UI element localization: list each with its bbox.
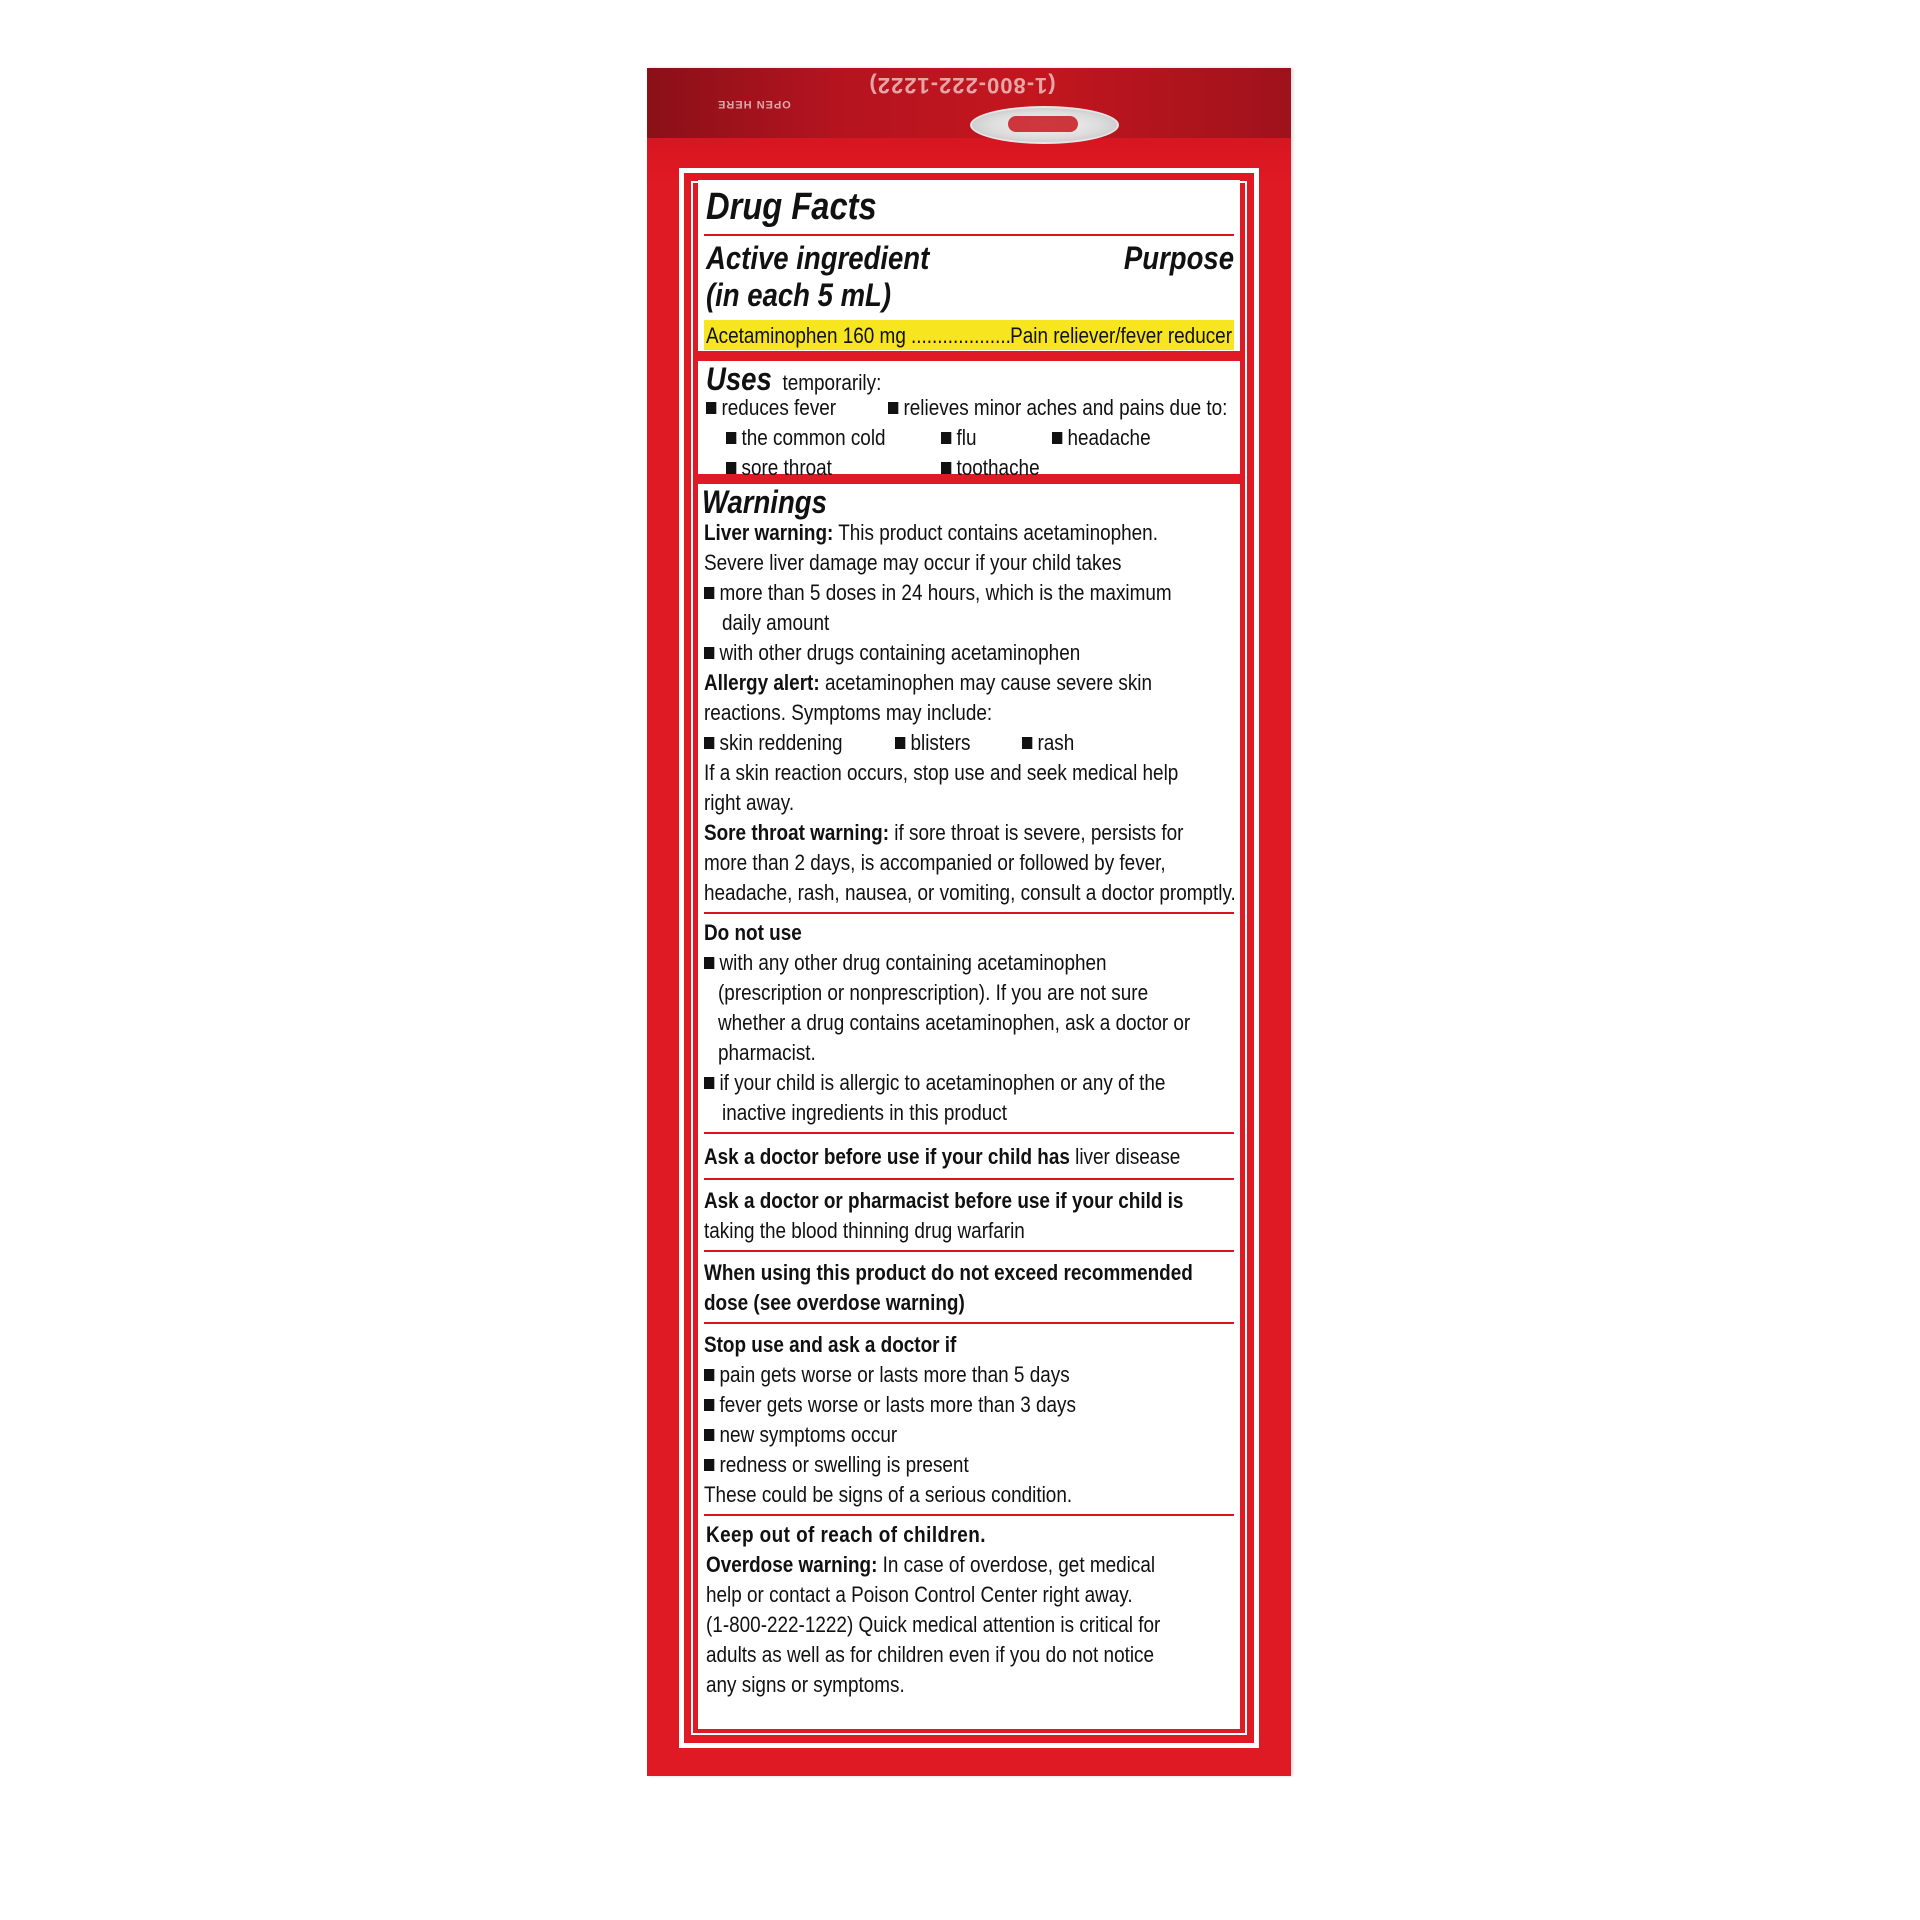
divider: [704, 1322, 1234, 1324]
active-ingredient-subheading: (in each 5 mL): [706, 277, 892, 313]
do-not-use-cont: (prescription or nonprescription). If you are not sure: [718, 980, 1149, 1005]
stop-use-after: These could be signs of a serious condition.: [704, 1482, 1073, 1507]
sore-throat-text: headache, rash, nausea, or vomiting, consult a doctor promptly.: [704, 880, 1236, 905]
allergy-after: If a skin reaction occurs, stop use and seek medical help: [704, 760, 1179, 785]
overdose-text: any signs or symptoms.: [706, 1672, 905, 1697]
use-subitem: sore throat: [726, 453, 832, 483]
overdose-text: (1-800-222-1222) Quick medical attention is critical for: [706, 1612, 1161, 1637]
purpose-heading: Purpose: [1123, 240, 1234, 276]
ingredient-name: Acetaminophen 160 mg: [706, 323, 906, 348]
use-subitem: toothache: [941, 453, 1040, 483]
allergy-item: blisters: [895, 728, 970, 758]
box-top-flap: [647, 68, 1291, 138]
overdose-line: Overdose warning: In case of overdose, get medical: [706, 1552, 1156, 1577]
liver-warning-text: Severe liver damage may occur if your child takes: [704, 550, 1122, 575]
divider: [704, 1178, 1234, 1180]
brand-logo-seal: [970, 106, 1119, 144]
ask-doctor-line: Ask a doctor before use if your child has liver disease: [704, 1144, 1181, 1169]
active-ingredient-heading: Active ingredient: [706, 240, 930, 276]
allergy-after: right away.: [704, 790, 795, 815]
drug-facts-title: Drug Facts: [706, 186, 877, 228]
keep-out-of-reach: Keep out of reach of children.: [706, 1522, 986, 1547]
when-using-text: When using this product do not exceed recommended: [704, 1260, 1193, 1285]
overdose-text: adults as well as for children even if you do not notice: [706, 1642, 1155, 1667]
liver-bullet-cont: daily amount: [722, 610, 830, 635]
allergy-text: reactions. Symptoms may include:: [704, 700, 993, 725]
divider: [704, 1514, 1234, 1516]
uses-intro: temporarily:: [782, 370, 882, 395]
divider: [704, 1250, 1234, 1252]
divider: [704, 234, 1234, 236]
allergy-alert-line: Allergy alert: acetaminophen may cause severe skin: [704, 670, 1153, 695]
use-subitem: the common cold: [726, 423, 886, 453]
use-item: reduces fever: [706, 393, 836, 423]
ingredient-dots: ...................: [911, 323, 1011, 348]
do-not-use-cont: pharmacist.: [718, 1040, 816, 1065]
divider: [704, 1132, 1234, 1134]
stop-use-heading: Stop use and ask a doctor if: [704, 1332, 957, 1357]
do-not-use-heading: Do not use: [704, 920, 802, 945]
use-subitem: flu: [941, 423, 976, 453]
stop-use-item: new symptoms occur: [704, 1420, 897, 1450]
stop-use-item: pain gets worse or lasts more than 5 days: [704, 1360, 1070, 1390]
uses-heading: Uses: [706, 361, 772, 397]
do-not-use-item: if your child is allergic to acetaminophen or any of the: [704, 1068, 1165, 1098]
sore-throat-line: Sore throat warning: if sore throat is severe, persists for: [704, 820, 1184, 845]
warnings-panel: [698, 484, 1240, 1729]
uses-panel: [698, 361, 1240, 480]
use-item: relieves minor aches and pains due to:: [888, 393, 1227, 423]
liver-warning-line: Liver warning: This product contains acetaminophen.: [704, 520, 1158, 545]
drug-facts-panel: [698, 180, 1240, 351]
stop-use-item: redness or swelling is present: [704, 1450, 969, 1480]
liver-bullet: with other drugs containing acetaminophen: [704, 638, 1080, 668]
do-not-use-cont: inactive ingredients in this product: [722, 1100, 1008, 1125]
ask-pharmacist-heading: Ask a doctor or pharmacist before use if your child is: [704, 1188, 1184, 1213]
liver-bullet: more than 5 doses in 24 hours, which is the maximum: [704, 578, 1172, 608]
sore-throat-text: more than 2 days, is accompanied or followed by fever,: [704, 850, 1166, 875]
product-box: [647, 68, 1291, 1776]
use-subitem: headache: [1052, 423, 1151, 453]
ask-pharmacist-text: taking the blood thinning drug warfarin: [704, 1218, 1025, 1243]
allergy-item: skin reddening: [704, 728, 843, 758]
flap-phone-text: (1-800-222-1222): [868, 73, 1056, 98]
ingredient-purpose: Pain reliever/fever reducer: [1010, 323, 1232, 348]
do-not-use-cont: whether a drug contains acetaminophen, ask a doctor or: [718, 1010, 1191, 1035]
divider: [704, 912, 1234, 914]
do-not-use-item: with any other drug containing acetaminophen: [704, 948, 1107, 978]
stop-use-item: fever gets worse or lasts more than 3 days: [704, 1390, 1076, 1420]
when-using-text: dose (see overdose warning): [704, 1290, 965, 1315]
flap-open-here[interactable]: OPEN HERE: [717, 98, 791, 110]
overdose-text: help or contact a Poison Control Center right away.: [706, 1582, 1133, 1607]
allergy-item: rash: [1022, 728, 1074, 758]
warnings-heading: Warnings: [702, 484, 827, 520]
